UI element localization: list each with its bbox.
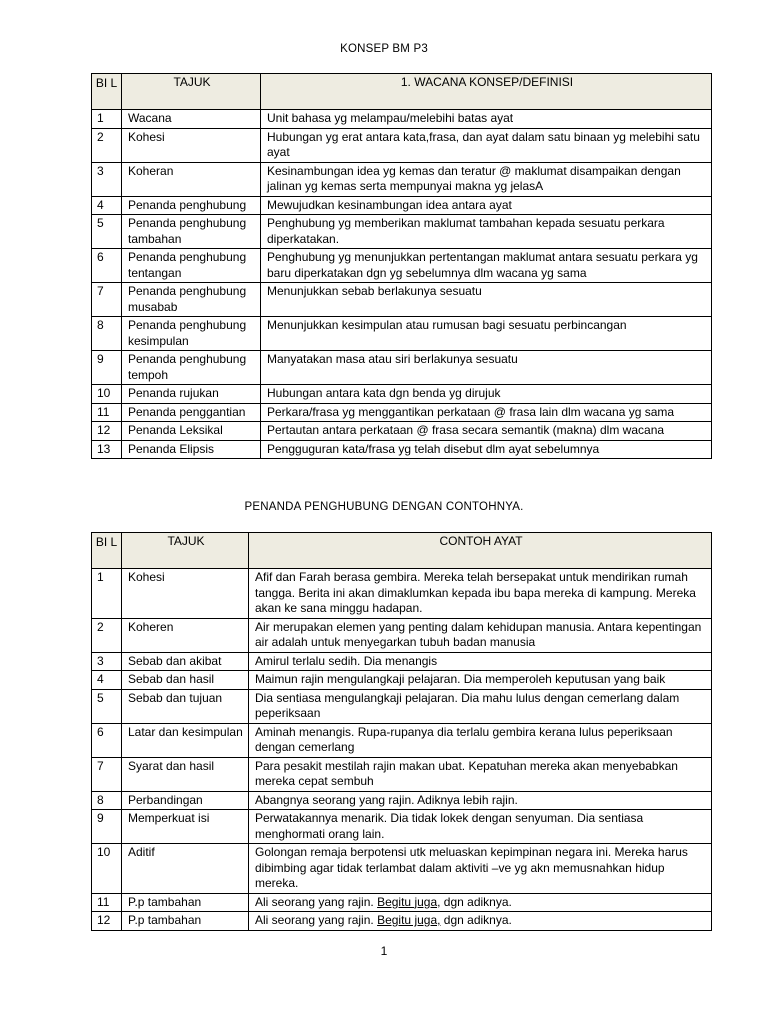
cell-contoh: Maimun rajin mengulangkaji pelajaran. Dia memperoleh keputusan yang baik xyxy=(249,671,712,690)
cell-bil: 4 xyxy=(92,671,122,690)
cell-tajuk: Penanda penghubung tambahan xyxy=(122,215,261,249)
cell-bil: 7 xyxy=(92,757,122,791)
cell-tajuk: Penanda Elipsis xyxy=(122,440,261,459)
cell-contoh: Golongan remaja berpotensi utk meluaskan kepimpinan negara ini. Mereka harus dibimbing agar tidak terlambat dalam aktiviti –ve yg akn memusnahkan hidup mereka. xyxy=(249,844,712,894)
cell-contoh: Air merupakan elemen yang penting dalam kehidupan manusia. Antara kepentingan air adalah untuk menyegarkan tubuh badan manusia xyxy=(249,618,712,652)
cell-tajuk: Penanda penghubung tempoh xyxy=(122,351,261,385)
cell-bil: 1 xyxy=(92,110,122,129)
table-contoh-body xyxy=(92,569,712,931)
table-header-row xyxy=(92,74,712,110)
table-row xyxy=(92,671,712,690)
cell-tajuk: Kohesi xyxy=(122,128,261,162)
cell-bil: 3 xyxy=(92,652,122,671)
cell-tajuk: Perbandingan xyxy=(122,791,249,810)
cell-bil: 6 xyxy=(92,249,122,283)
cell-tajuk: Sebab dan tujuan xyxy=(122,689,249,723)
table-row xyxy=(92,128,712,162)
contoh-text: dgn adiknya. xyxy=(440,894,512,909)
table-row xyxy=(92,351,712,385)
cell-tajuk: Kohesi xyxy=(122,569,249,619)
table-row xyxy=(92,791,712,810)
cell-tajuk: Penanda penghubung tentangan xyxy=(122,249,261,283)
table-row xyxy=(92,162,712,196)
cell-tajuk: Penanda rujukan xyxy=(122,385,261,404)
contoh-text: dgn adiknya. xyxy=(440,913,512,927)
header-definisi: 1. WACANA KONSEP/DEFINISI xyxy=(261,74,712,110)
contoh-text: Ali seorang yang rajin. xyxy=(255,913,378,927)
cell-bil: 2 xyxy=(92,618,122,652)
cell-definisi: Pengguguran kata/frasa yg telah disebut dlm ayat sebelumnya xyxy=(261,440,712,459)
cell-bil: 10 xyxy=(92,385,122,404)
header-tajuk: TAJUK xyxy=(122,533,249,569)
cell-definisi: Manyatakan masa atau siri berlakunya sesuatu xyxy=(261,351,712,385)
title-konsep: KONSEP BM P3 xyxy=(340,43,428,55)
cell-definisi: Perkara/frasa yg menggantikan perkataan @ frasa lain dlm wacana yg sama xyxy=(261,403,712,422)
cell-contoh: Dia sentiasa mengulangkaji pelajaran. Dia mahu lulus dengan cemerlang dalam peperiksaan xyxy=(249,689,712,723)
table-row xyxy=(92,912,712,931)
cell-bil: 11 xyxy=(92,403,122,422)
table-row xyxy=(92,110,712,129)
header-bil: BI L xyxy=(92,533,122,569)
cell-tajuk: Sebab dan akibat xyxy=(122,652,249,671)
table-header-row xyxy=(92,533,712,569)
table-row xyxy=(92,215,712,249)
cell-definisi: Pertautan antara perkataan @ frasa secara semantik (makna) dlm wacana xyxy=(261,422,712,441)
table-row xyxy=(92,810,712,844)
table-row xyxy=(92,689,712,723)
table-row xyxy=(92,440,712,459)
table-row xyxy=(92,723,712,757)
cell-definisi: Kesinambungan idea yg kemas dan teratur @ maklumat disampaikan dengan jalinan yg kemas serta mempunyai makna yg jelasA xyxy=(261,162,712,196)
cell-bil: 9 xyxy=(92,810,122,844)
table-row xyxy=(92,844,712,894)
cell-tajuk: Koheren xyxy=(122,618,249,652)
table-row xyxy=(92,283,712,317)
cell-bil: 9 xyxy=(92,351,122,385)
cell-tajuk: Sebab dan hasil xyxy=(122,671,249,690)
table-row xyxy=(92,317,712,351)
cell-contoh: Aminah menangis. Rupa-rupanya dia terlalu gembira kerana lulus peperiksaan dengan cemerlang xyxy=(249,723,712,757)
cell-definisi: Mewujudkan kesinambungan idea antara ayat xyxy=(261,196,712,215)
title-penanda: PENANDA PENGHUBUNG DENGAN CONTOHNYA. xyxy=(244,501,524,513)
table-row xyxy=(92,385,712,404)
cell-tajuk: Penanda Leksikal xyxy=(122,422,261,441)
cell-tajuk: Penanda penghubung kesimpulan xyxy=(122,317,261,351)
table-row xyxy=(92,249,712,283)
cell-bil: 12 xyxy=(92,422,122,441)
table-row xyxy=(92,757,712,791)
cell-bil: 1 xyxy=(92,569,122,619)
table-row xyxy=(92,422,712,441)
cell-definisi: Hubungan antara kata dgn benda yg dirujuk xyxy=(261,385,712,404)
cell-bil: 6 xyxy=(92,723,122,757)
cell-tajuk: Penanda penghubung xyxy=(122,196,261,215)
cell-bil: 12 xyxy=(92,912,122,931)
table-konsep-body xyxy=(92,110,712,459)
cell-bil: 11 xyxy=(92,893,122,912)
cell-definisi: Unit bahasa yg melampau/melebihi batas ayat xyxy=(261,110,712,129)
cell-definisi: Menunjukkan sebab berlakunya sesuatu xyxy=(261,283,712,317)
table-contoh xyxy=(91,532,712,931)
cell-contoh xyxy=(249,893,712,912)
cell-tajuk: Memperkuat isi xyxy=(122,810,249,844)
cell-tajuk: P.p tambahan xyxy=(122,893,249,912)
header-contoh: CONTOH AYAT xyxy=(249,533,712,569)
cell-tajuk: Latar dan kesimpulan xyxy=(122,723,249,757)
table-konsep xyxy=(91,73,712,459)
table-row xyxy=(92,196,712,215)
cell-bil: 5 xyxy=(92,215,122,249)
table-row xyxy=(92,569,712,619)
table-row xyxy=(92,403,712,422)
table-row xyxy=(92,618,712,652)
header-tajuk: TAJUK xyxy=(122,74,261,110)
cell-bil: 7 xyxy=(92,283,122,317)
cell-tajuk: Syarat dan hasil xyxy=(122,757,249,791)
cell-tajuk: P.p tambahan xyxy=(122,912,249,931)
cell-definisi: Penghubung yg menunjukkan pertentangan maklumat antara sesuatu perkara yg baru diperkatakan dgn yg sebelumnya dlm wacana yg sama xyxy=(261,249,712,283)
contoh-text: Ali seorang yang rajin. xyxy=(255,894,378,909)
cell-bil: 2 xyxy=(92,128,122,162)
cell-definisi: Hubungan yg erat antara kata,frasa, dan ayat dalam satu binaan yg melebihi satu ayat xyxy=(261,128,712,162)
contoh-underlined-text: Begitu juga, xyxy=(377,913,441,927)
cell-tajuk: Koheran xyxy=(122,162,261,196)
cell-bil: 13 xyxy=(92,440,122,459)
table-row xyxy=(92,652,712,671)
cell-contoh: Abangnya seorang yang rajin. Adiknya lebih rajin. xyxy=(249,791,712,810)
cell-contoh xyxy=(249,912,712,931)
cell-bil: 4 xyxy=(92,196,122,215)
cell-bil: 8 xyxy=(92,791,122,810)
cell-bil: 5 xyxy=(92,689,122,723)
cell-bil: 8 xyxy=(92,317,122,351)
contoh-underlined-text: Begitu juga, xyxy=(377,894,441,909)
cell-contoh: Perwatakannya menarik. Dia tidak lokek dengan senyuman. Dia sentiasa menghormati orang lain. xyxy=(249,810,712,844)
cell-tajuk: Penanda penggantian xyxy=(122,403,261,422)
cell-bil: 10 xyxy=(92,844,122,894)
cell-bil: 3 xyxy=(92,162,122,196)
header-bil: BI L xyxy=(92,74,122,110)
page-number: 1 xyxy=(380,944,388,958)
cell-contoh: Afif dan Farah berasa gembira. Mereka telah bersepakat untuk mendirikan rumah tangga. Berita ini akan dimaklumkan kepada ibu bapa mereka di kampung. Mereka akan ke sana minggu hadapan. xyxy=(249,569,712,619)
cell-tajuk: Wacana xyxy=(122,110,261,129)
cell-definisi: Menunjukkan kesimpulan atau rumusan bagi sesuatu perbincangan xyxy=(261,317,712,351)
cell-tajuk: Aditif xyxy=(122,844,249,894)
cell-contoh: Para pesakit mestilah rajin makan ubat. Kepatuhan mereka akan menyebabkan mereka cepat sembuh xyxy=(249,757,712,791)
cell-tajuk: Penanda penghubung musabab xyxy=(122,283,261,317)
cell-definisi: Penghubung yg memberikan maklumat tambahan kepada sesuatu perkara diperkatakan. xyxy=(261,215,712,249)
cell-contoh: Amirul terlalu sedih. Dia menangis xyxy=(249,652,712,671)
table-row xyxy=(92,893,712,912)
